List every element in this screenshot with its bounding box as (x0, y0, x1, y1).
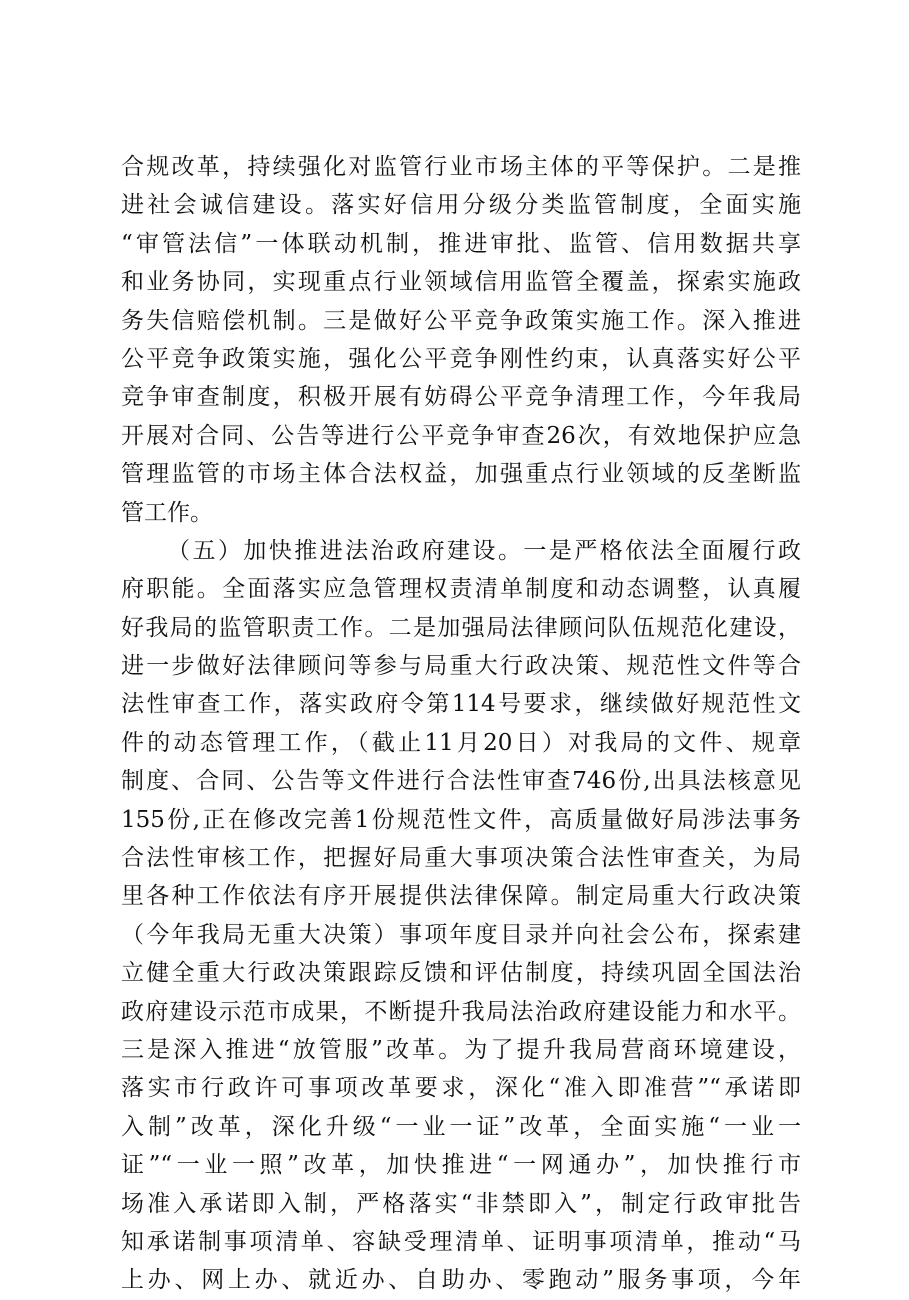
text-line: 立健全重大行政决策跟踪反馈和评估制度，持续巩固全国法治 (121, 960, 801, 987)
text-line: 合规改革，持续强化对监管行业市场主体的平等保护。二是推 (121, 154, 801, 180)
text-line: 管工作。 (121, 499, 213, 526)
text-line: 好我局的监管职责工作。二是加强局法律顾问队伍规范化建设， (121, 614, 801, 641)
text-line: 三是深入推进“放管服”改革。为了提升我局营商环境建设， (121, 1036, 801, 1063)
text-line: 落实市行政许可事项改革要求，深化“准入即准营”“承诺即 (121, 1075, 801, 1102)
text-line: 府职能。全面落实应急管理权责清单制度和动态调整，认真履 (121, 576, 801, 603)
text-line: 上办、网上办、就近办、自助办、零跑动”服务事项，今年 (121, 1267, 801, 1294)
section-heading-line: （五）加快推进法治政府建设。一是严格依法全面履行政 (167, 537, 801, 564)
text-line: 进社会诚信建设。落实好信用分级分类监管制度，全面实施 (121, 192, 801, 219)
text-line: （今年我局无重大决策）事项年度目录并向社会公布，探索建 (121, 921, 801, 948)
text-line: 法性审查工作，落实政府令第114号要求，继续做好规范性文 (121, 691, 801, 718)
text-line: 件的动态管理工作，（截止11月20日）对我局的文件、规章 (121, 729, 801, 756)
text-line: “审管法信”一体联动机制，推进审批、监管、信用数据共享 (121, 230, 801, 257)
text-line: 进一步做好法律顾问等参与局重大行政决策、规范性文件等合 (121, 653, 801, 680)
text-line: 合法性审核工作，把握好局重大事项决策合法性审查关，为局 (121, 845, 801, 872)
text-line: 场准入承诺即入制，严格落实“非禁即入”，制定行政审批告 (121, 1190, 801, 1217)
text-line: 证”“一业一照”改革，加快推进“一网通办”，加快推行市 (121, 1152, 801, 1179)
text-line: 知承诺制事项清单、容缺受理清单、证明事项清单，推动“马 (121, 1228, 801, 1255)
text-line: 政府建设示范市成果，不断提升我局法治政府建设能力和水平。 (121, 998, 801, 1025)
body-text (121, 148, 801, 1300)
text-line: 公平竞争政策实施，强化公平竞争刚性约束，认真落实好公平 (121, 345, 801, 372)
text-line: 里各种工作依法有序开展提供法律保障。制定局重大行政决策 (121, 883, 801, 910)
text-line: 务失信赔偿机制。三是做好公平竞争政策实施工作。深入推进 (121, 307, 801, 334)
text-line: 管理监管的市场主体合法权益，加强重点行业领域的反垄断监 (121, 461, 801, 488)
text-line: 开展对合同、公告等进行公平竞争审查26次，有效地保护应急 (121, 422, 801, 449)
text-line: 竞争审查制度，积极开展有妨碍公平竞争清理工作，今年我局 (121, 384, 801, 411)
text-line: 制度、合同、公告等文件进行合法性审查746份,出具法核意见 (121, 768, 801, 795)
text-line: 和业务协同，实现重点行业领域信用监管全覆盖，探索实施政 (121, 269, 801, 296)
text-line: 155份,正在修改完善1份规范性文件，高质量做好局涉法事务 (121, 806, 801, 833)
text-line: 入制”改革，深化升级“一业一证”改革，全面实施“一业一 (121, 1113, 801, 1140)
